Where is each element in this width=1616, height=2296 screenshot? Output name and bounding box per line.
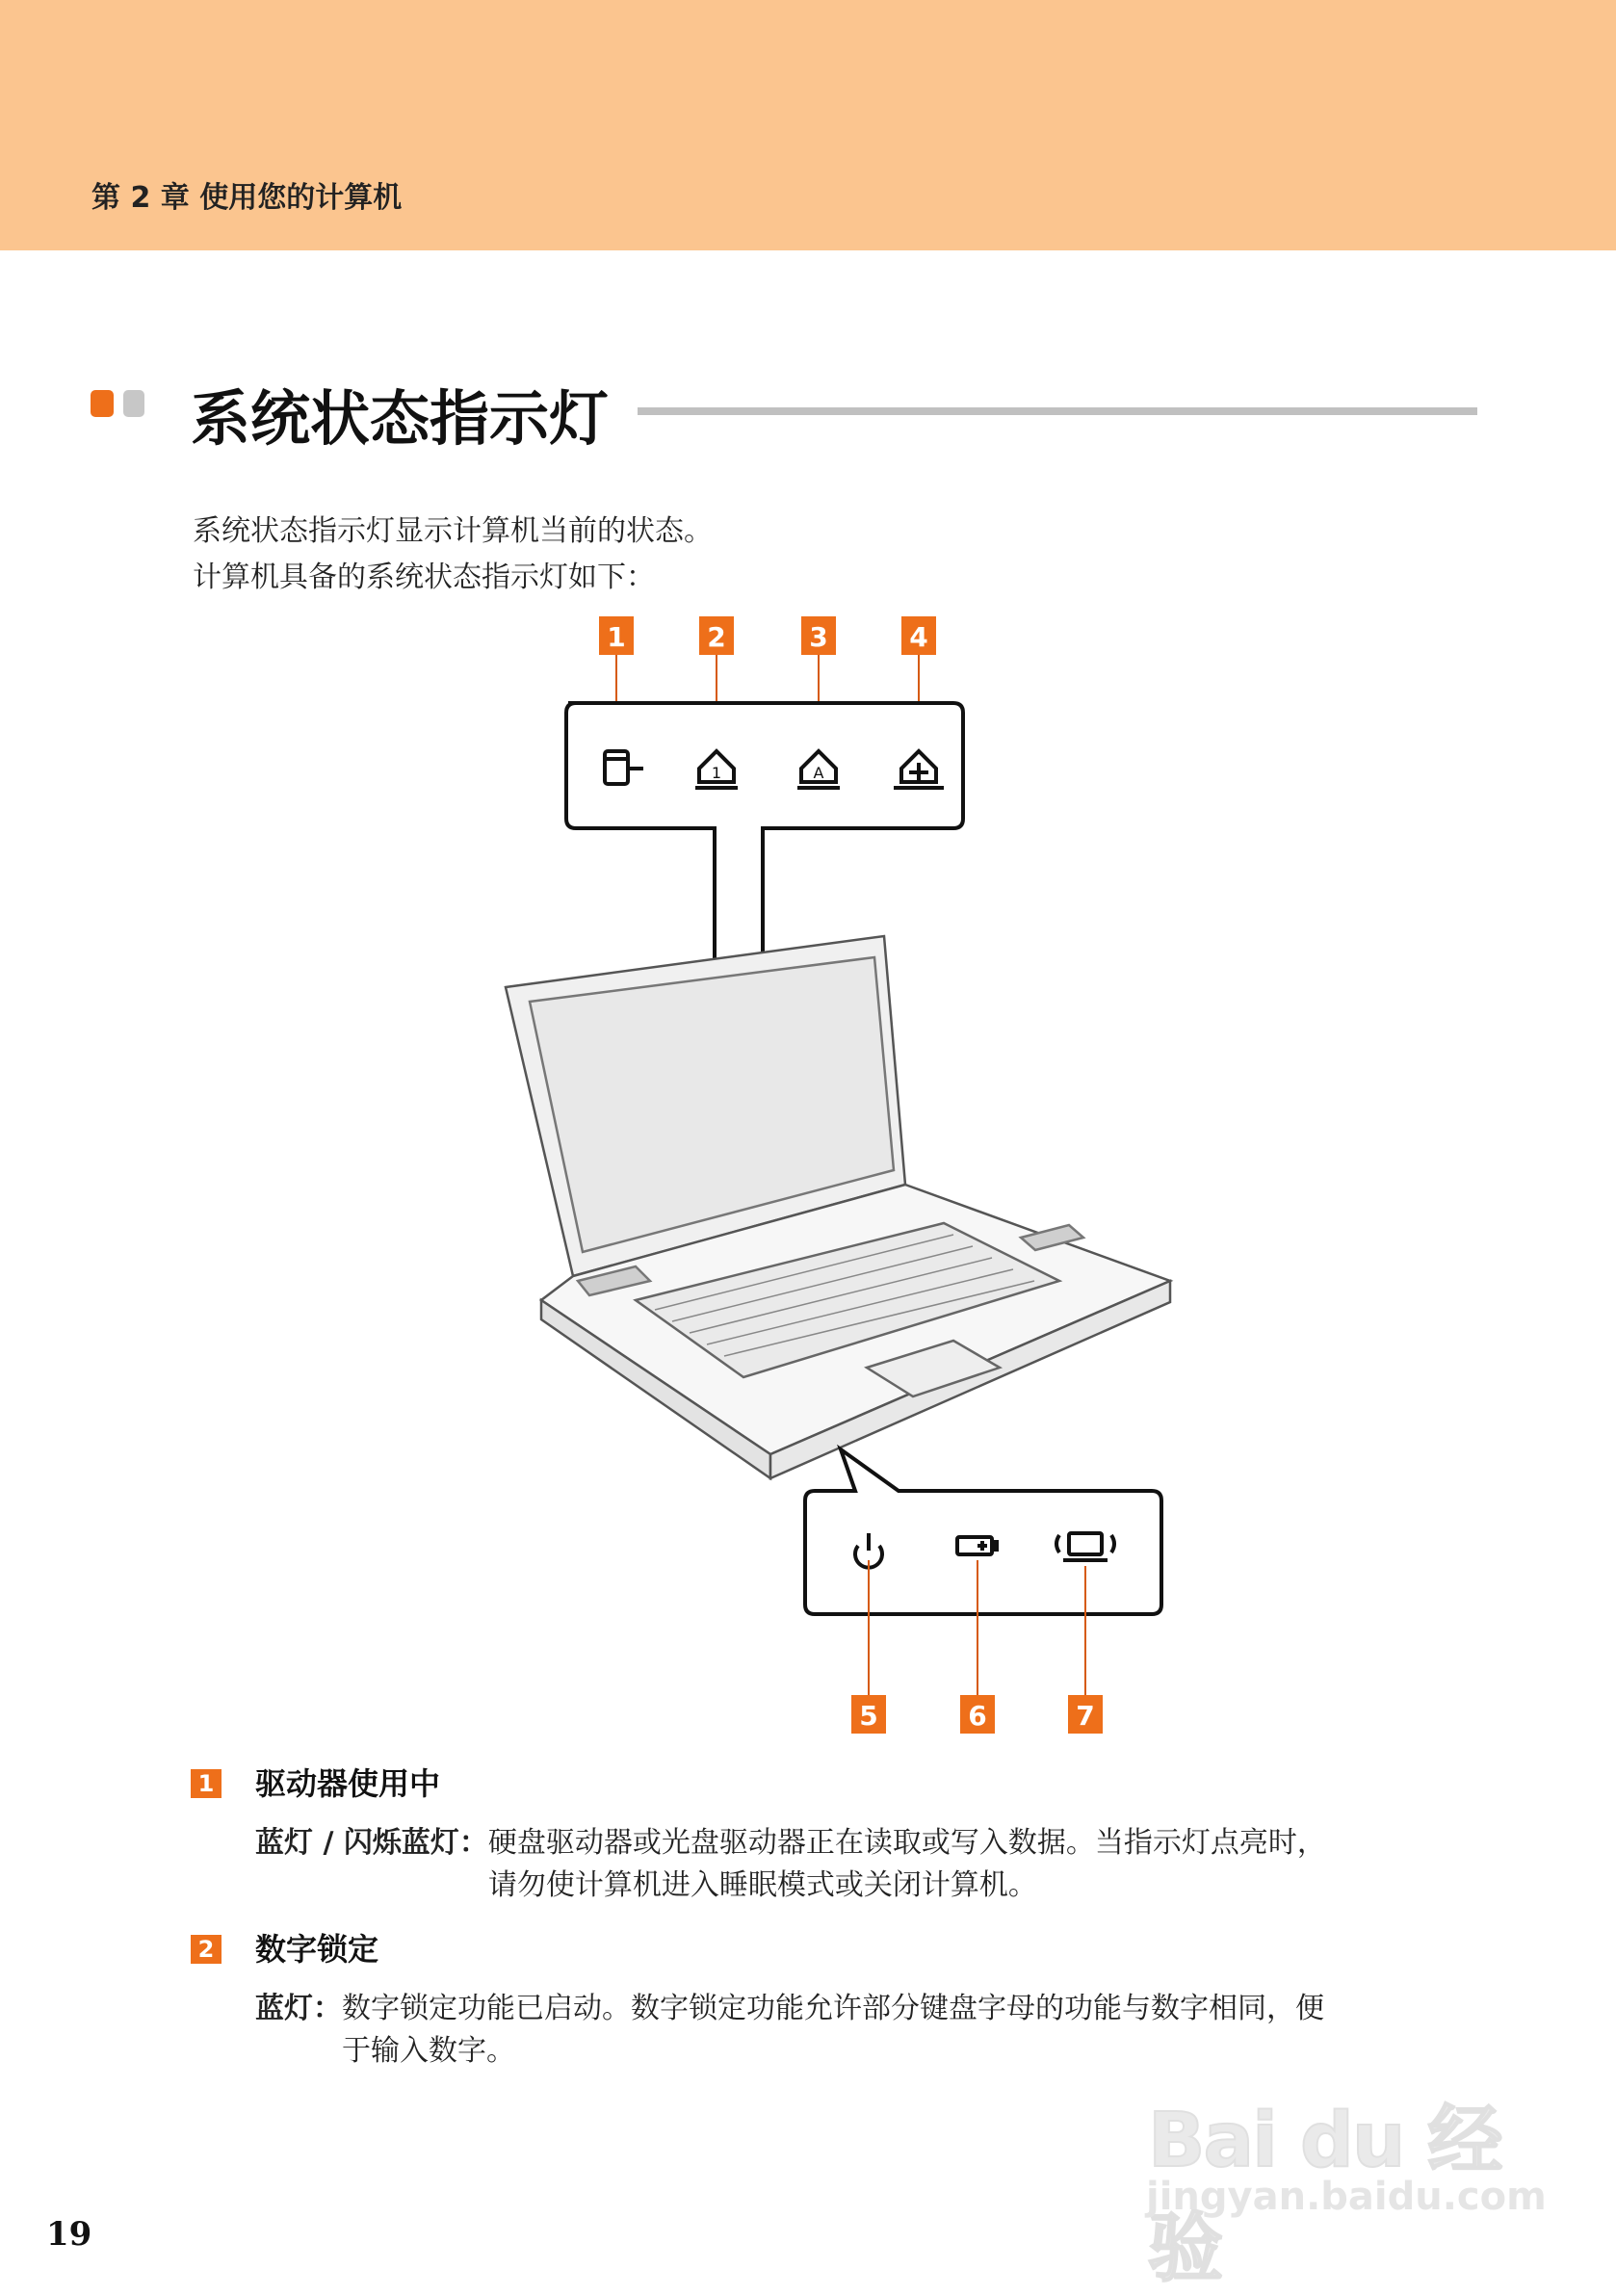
indicator-state-desc (488, 1822, 1481, 1907)
indicator-diagram (482, 607, 1213, 1743)
tag-7-label: 7 (1076, 1700, 1095, 1732)
tag-1-label: 1 (607, 621, 626, 653)
page-title: 系统状态指示灯 (191, 383, 610, 454)
section-body (191, 1822, 1481, 1907)
section-drive-in-use (191, 1762, 1481, 1907)
title-row (91, 371, 1477, 457)
watermark-brand: Bai du 经验 (1148, 2098, 1501, 2292)
indicator-state-term: 蓝灯： (255, 1992, 342, 2025)
svg-text:A: A (813, 764, 824, 782)
intro-line-2: 计算机具备的系统状态指示灯如下： (193, 561, 655, 594)
desc-line-1: 硬盘驱动器或光盘驱动器正在读取或写入数据。当指示灯点亮时， (487, 1826, 1326, 1860)
bottom-callout (805, 1449, 1161, 1614)
tag-6-label: 6 (968, 1700, 987, 1732)
svg-text:1: 1 (711, 764, 722, 782)
laptop-illustration (506, 936, 1170, 1478)
title-bullet-gray (123, 390, 144, 417)
section-number: 2 (191, 1935, 222, 1964)
section-heading (191, 1762, 1481, 1805)
intro-text (193, 509, 713, 601)
tag-2-label: 2 (707, 621, 726, 653)
section-title: 数字锁定 (255, 1931, 379, 1968)
section-title: 驱动器使用中 (255, 1765, 441, 1802)
desc-line-1: 数字锁定功能已启动。数字锁定功能允许部分键盘字母的功能与数字相同，便 (342, 1992, 1324, 2025)
tag-3-label: 3 (809, 621, 828, 653)
watermark-url: jingyan.baidu.com (1146, 2175, 1547, 2219)
watermark (1136, 2042, 1547, 2292)
title-rule (638, 407, 1477, 415)
desc-line-2: 请勿使计算机进入睡眠模式或关闭计算机。 (487, 1868, 1037, 1902)
indicator-state-term: 蓝灯 / 闪烁蓝灯： (255, 1826, 488, 1860)
tag-4-label: 4 (909, 621, 928, 653)
page-number: 19 (46, 2215, 92, 2254)
chapter-heading: 第 2 章 使用您的计算机 (91, 181, 403, 215)
bottom-tags (851, 1695, 1103, 1734)
tag-5-label: 5 (859, 1700, 878, 1732)
intro-line-1: 系统状态指示灯显示计算机当前的状态。 (193, 514, 713, 548)
section-heading (191, 1928, 1481, 1970)
title-bullet-orange (91, 390, 114, 417)
desc-line-2: 于输入数字。 (342, 2034, 515, 2068)
section-number: 1 (191, 1769, 222, 1798)
top-tags (599, 616, 936, 655)
